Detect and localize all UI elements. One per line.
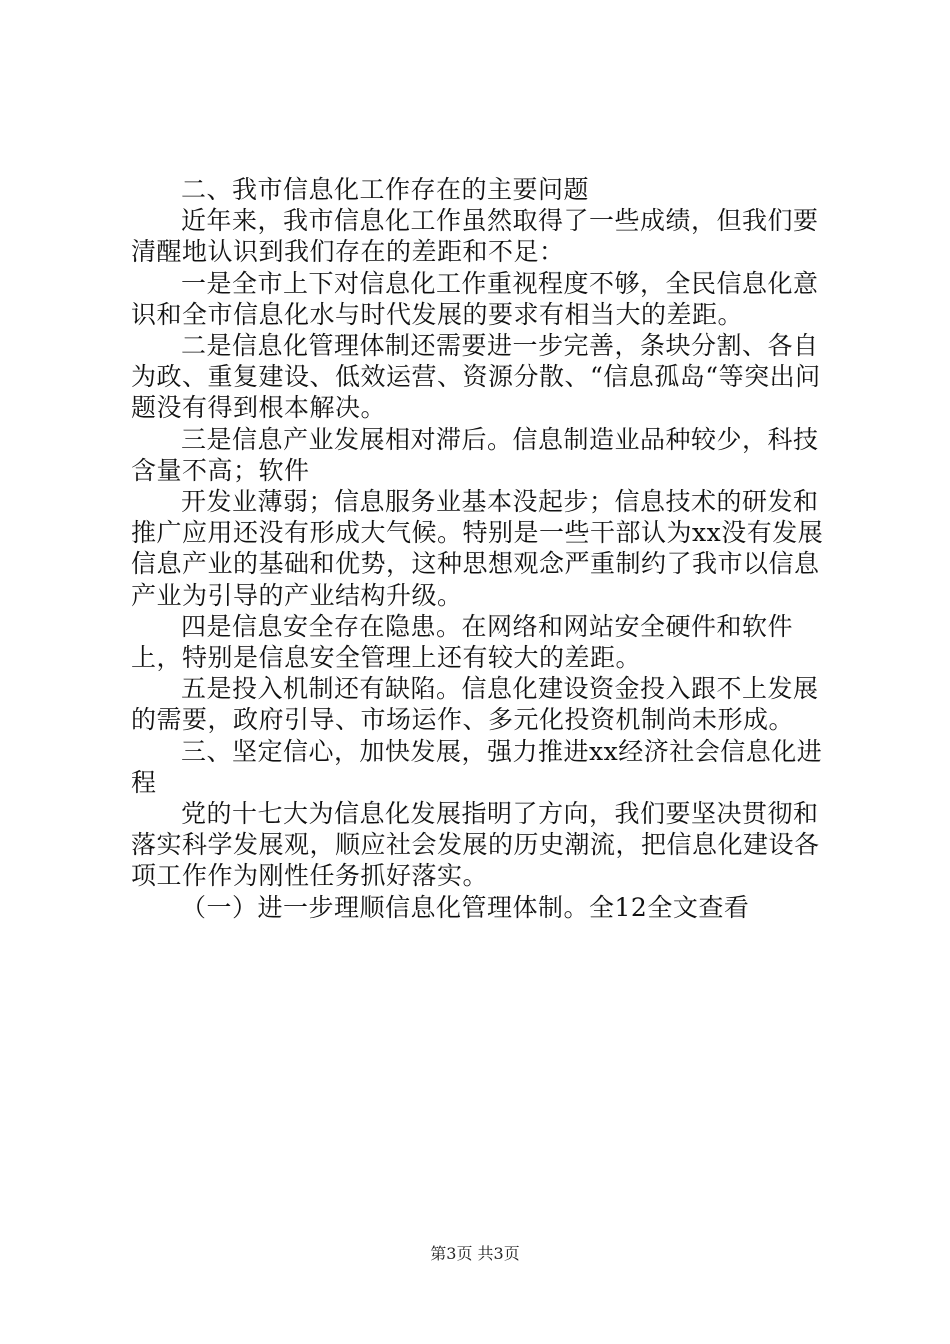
- paragraph-intro: 近年来，我市信息化工作虽然取得了一些成绩，但我们要清醒地认识到我们存在的差距和不足：: [131, 206, 819, 267]
- paragraph-point-3: 三是信息产业发展相对滞后。信息制造业品种较少，科技含量不高；软件: [131, 424, 819, 485]
- paragraph-point-5: 五是投入机制还有缺陷。信息化建设资金投入跟不上发展的需要，政府引导、市场运作、多元化投资机制尚未形成。: [131, 674, 819, 735]
- paragraph-point-1: 一是全市上下对信息化工作重视程度不够，全民信息化意识和全市信息化水与时代发展的要求有相当大的差距。: [131, 268, 819, 329]
- section-heading-problems: 二、我市信息化工作存在的主要问题: [181, 175, 590, 204]
- document-body: [131, 174, 831, 923]
- page-footer: 第3页 共3页: [430, 1244, 520, 1263]
- paragraph-point-4: 四是信息安全存在隐患。在网络和网站安全硬件和软件上，特别是信息安全管理上还有较大的差距。: [131, 611, 794, 673]
- paragraph-point-2: 二是信息化管理体制还需要进一步完善，条块分割、各自为政、重复建设、低效运营、资源分散、“信息孤岛“等突出问题没有得到根本解决。: [131, 331, 821, 423]
- paragraph-direction: 党的十七大为信息化发展指明了方向，我们要坚决贯彻和落实科学发展观，顺应社会发展的历史潮流，把信息化建设各项工作作为刚性任务抓好落实。: [131, 799, 820, 891]
- section-heading-development: 三、坚定信心，加快发展，强力推进xx经济社会信息化进程: [131, 736, 823, 797]
- paragraph-point-3-continued: 开发业薄弱；信息服务业基本没起步；信息技术的研发和推广应用还没有形成大气候。特别是一些干部认为xx没有发展信息产业的基础和优势，这种思想观念严重制约了我市以信息产业为引导的产业结构升级。: [131, 487, 824, 610]
- paragraph-subsection-1: （一）进一步理顺信息化管理体制。全12全文查看: [181, 892, 750, 922]
